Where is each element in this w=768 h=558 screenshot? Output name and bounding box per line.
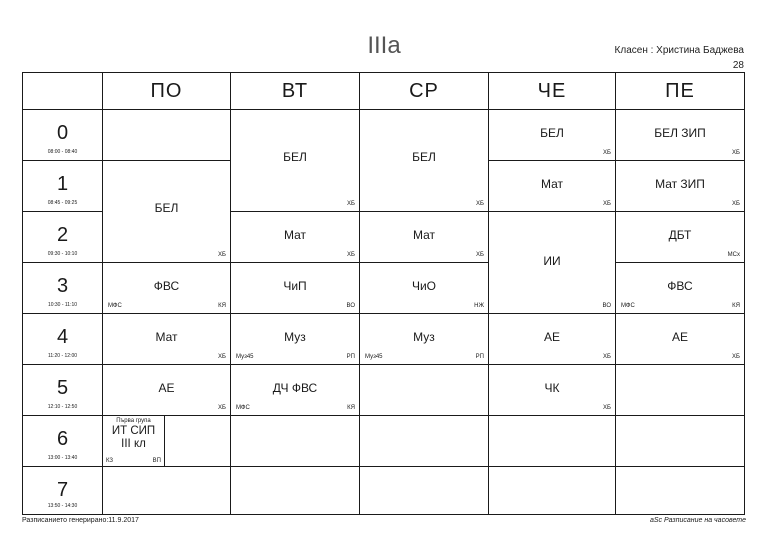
tue-bel xyxy=(231,110,360,212)
thu-period-7-empty xyxy=(489,467,616,514)
fri-period-5-empty xyxy=(616,365,744,416)
wed-muz xyxy=(360,314,489,365)
lesson-teacher: ХБ xyxy=(732,354,740,360)
day-header-tue: ВТ xyxy=(231,73,360,110)
group-name: Първа група xyxy=(116,418,151,424)
lesson-subject: БЕЛ xyxy=(154,201,179,215)
lesson-room: Муз45 xyxy=(236,354,254,360)
fri-period-7-empty xyxy=(616,467,744,514)
mon-it-cell xyxy=(103,416,231,467)
period-3 xyxy=(23,263,103,314)
lesson-teacher: ХБ xyxy=(603,354,611,360)
lesson-teacher: ХБ xyxy=(218,252,226,258)
lesson-subject: Муз xyxy=(413,330,435,344)
day-header-wed: СР xyxy=(360,73,489,110)
lesson-subject-line1: ИТ СИП xyxy=(111,425,156,437)
mon-mat xyxy=(103,314,231,365)
mon-period-7-empty xyxy=(103,467,231,514)
mon-it-group xyxy=(103,416,165,467)
mon-fvs xyxy=(103,263,231,314)
day-header-fri: ПЕ xyxy=(616,73,744,110)
day-header-mon: ПО xyxy=(103,73,231,110)
lesson-subject: БЕЛ xyxy=(283,150,307,164)
fri-fvs xyxy=(616,263,744,314)
period-time: 10:30 - 11:10 xyxy=(47,302,78,308)
lesson-subject: ДЧ ФВС xyxy=(272,381,318,395)
mon-bel xyxy=(103,161,231,263)
lesson-teacher: КЯ xyxy=(732,303,740,309)
lesson-subject: ФВС xyxy=(667,279,693,293)
lesson-teacher: КЯ xyxy=(347,405,355,411)
thu-period-6-empty xyxy=(489,416,616,467)
period-4 xyxy=(23,314,103,365)
tue-chip xyxy=(231,263,360,314)
period-number: 5 xyxy=(56,377,69,399)
room-number: 28 xyxy=(732,60,744,71)
lesson-subject: Мат ЗИП xyxy=(655,177,705,191)
period-5 xyxy=(23,365,103,416)
lesson-subject: Муз xyxy=(284,330,306,344)
lesson-teacher: ХБ xyxy=(218,405,226,411)
lesson-teacher: РП xyxy=(346,354,355,360)
lesson-teacher: ХБ xyxy=(732,150,740,156)
fri-period-6-empty xyxy=(616,416,744,467)
lesson-teacher: ХБ xyxy=(603,150,611,156)
wed-bel xyxy=(360,110,489,212)
lesson-subject: ЧиП xyxy=(283,279,307,293)
corner-cell xyxy=(23,73,103,110)
generated-date: Разписанието генерирано:11.9.2017 xyxy=(22,517,139,524)
period-7 xyxy=(23,467,103,514)
tue-period-6-empty xyxy=(231,416,360,467)
wed-period-6-empty xyxy=(360,416,489,467)
period-6 xyxy=(23,416,103,467)
period-time: 08:00 - 08:40 xyxy=(47,149,78,155)
period-0 xyxy=(23,110,103,161)
period-time: 13:00 - 13:40 xyxy=(47,455,78,461)
period-number: 0 xyxy=(56,122,69,144)
period-number: 7 xyxy=(56,479,69,501)
lesson-teacher: ХБ xyxy=(732,201,740,207)
tue-period-7-empty xyxy=(231,467,360,514)
lesson-teacher: РП xyxy=(475,354,484,360)
mon-ae xyxy=(103,365,231,416)
thu-mat xyxy=(489,161,616,212)
lesson-subject: ДБТ xyxy=(668,228,692,242)
period-1 xyxy=(23,161,103,212)
lesson-subject: Мат xyxy=(283,228,307,242)
lesson-teacher: ХБ xyxy=(603,201,611,207)
class-teacher: Класен : Христина Баджева xyxy=(614,45,744,56)
period-number: 2 xyxy=(56,224,69,246)
lesson-subject: ФВС xyxy=(153,279,180,293)
lesson-teacher: ХБ xyxy=(347,201,355,207)
period-time: 09:30 - 10:10 xyxy=(47,251,78,257)
lesson-teacher: ХБ xyxy=(347,252,355,258)
lesson-subject: ИИ xyxy=(543,254,561,268)
thu-bel xyxy=(489,110,616,161)
fri-dbt xyxy=(616,212,744,263)
lesson-subject: АЕ xyxy=(543,330,560,344)
lesson-subject: БЕЛ xyxy=(412,150,436,164)
lesson-subject: ЧиО xyxy=(411,279,437,293)
wed-period-5-empty xyxy=(360,365,489,416)
thu-ii xyxy=(489,212,616,314)
period-time: 08:45 - 09:25 xyxy=(47,200,78,206)
lesson-teacher: ВП xyxy=(152,458,161,464)
thu-chk xyxy=(489,365,616,416)
period-2 xyxy=(23,212,103,263)
lesson-teacher: ХБ xyxy=(476,201,484,207)
thu-ae xyxy=(489,314,616,365)
wed-period-7-empty xyxy=(360,467,489,514)
lesson-room: МФС xyxy=(108,303,122,309)
period-time: 12:10 - 12:50 xyxy=(47,404,78,410)
lesson-subject: БЕЛ xyxy=(540,126,564,140)
lesson-teacher: ВО xyxy=(346,303,355,309)
timetable-grid xyxy=(22,72,745,515)
lesson-teacher: МСх xyxy=(727,252,740,258)
lesson-teacher: ХБ xyxy=(603,405,611,411)
lesson-room: КЗ xyxy=(106,458,114,464)
tue-muz xyxy=(231,314,360,365)
tue-mat xyxy=(231,212,360,263)
period-number: 3 xyxy=(56,275,69,297)
period-number: 4 xyxy=(56,326,69,348)
lesson-room: МФС xyxy=(621,303,635,309)
fri-mat-zip xyxy=(616,161,744,212)
lesson-teacher: НЖ xyxy=(474,303,484,309)
period-time: 11:20 - 12:00 xyxy=(47,353,78,359)
day-header-thu: ЧЕ xyxy=(489,73,616,110)
lesson-teacher: ХБ xyxy=(218,354,226,360)
lesson-subject: Мат xyxy=(540,177,564,191)
lesson-teacher: ХБ xyxy=(476,252,484,258)
lesson-subject: АЕ xyxy=(671,330,688,344)
lesson-subject: Мат xyxy=(412,228,436,242)
lesson-room: Муз45 xyxy=(365,354,383,360)
lesson-subject: ЧК xyxy=(544,381,560,395)
fri-bel-zip xyxy=(616,110,744,161)
lesson-room: МФС xyxy=(236,405,250,411)
software-credit: aSc Разписание на часовете xyxy=(649,517,746,524)
lesson-teacher: КЯ xyxy=(218,303,226,309)
period-number: 1 xyxy=(56,173,69,195)
lesson-subject-line2: III кл xyxy=(121,438,146,450)
lesson-subject: АЕ xyxy=(158,381,175,395)
class-title: IIIa xyxy=(367,32,401,59)
lesson-subject xyxy=(103,425,164,451)
mon-period-0-empty xyxy=(103,110,231,161)
period-time: 13:50 - 14:30 xyxy=(47,503,78,509)
wed-chio xyxy=(360,263,489,314)
fri-ae xyxy=(616,314,744,365)
lesson-subject: Мат xyxy=(155,330,178,344)
lesson-teacher: ВО xyxy=(602,303,611,309)
tue-dch-fvs xyxy=(231,365,360,416)
period-number: 6 xyxy=(56,428,69,450)
wed-mat xyxy=(360,212,489,263)
lesson-subject: БЕЛ ЗИП xyxy=(654,126,706,140)
